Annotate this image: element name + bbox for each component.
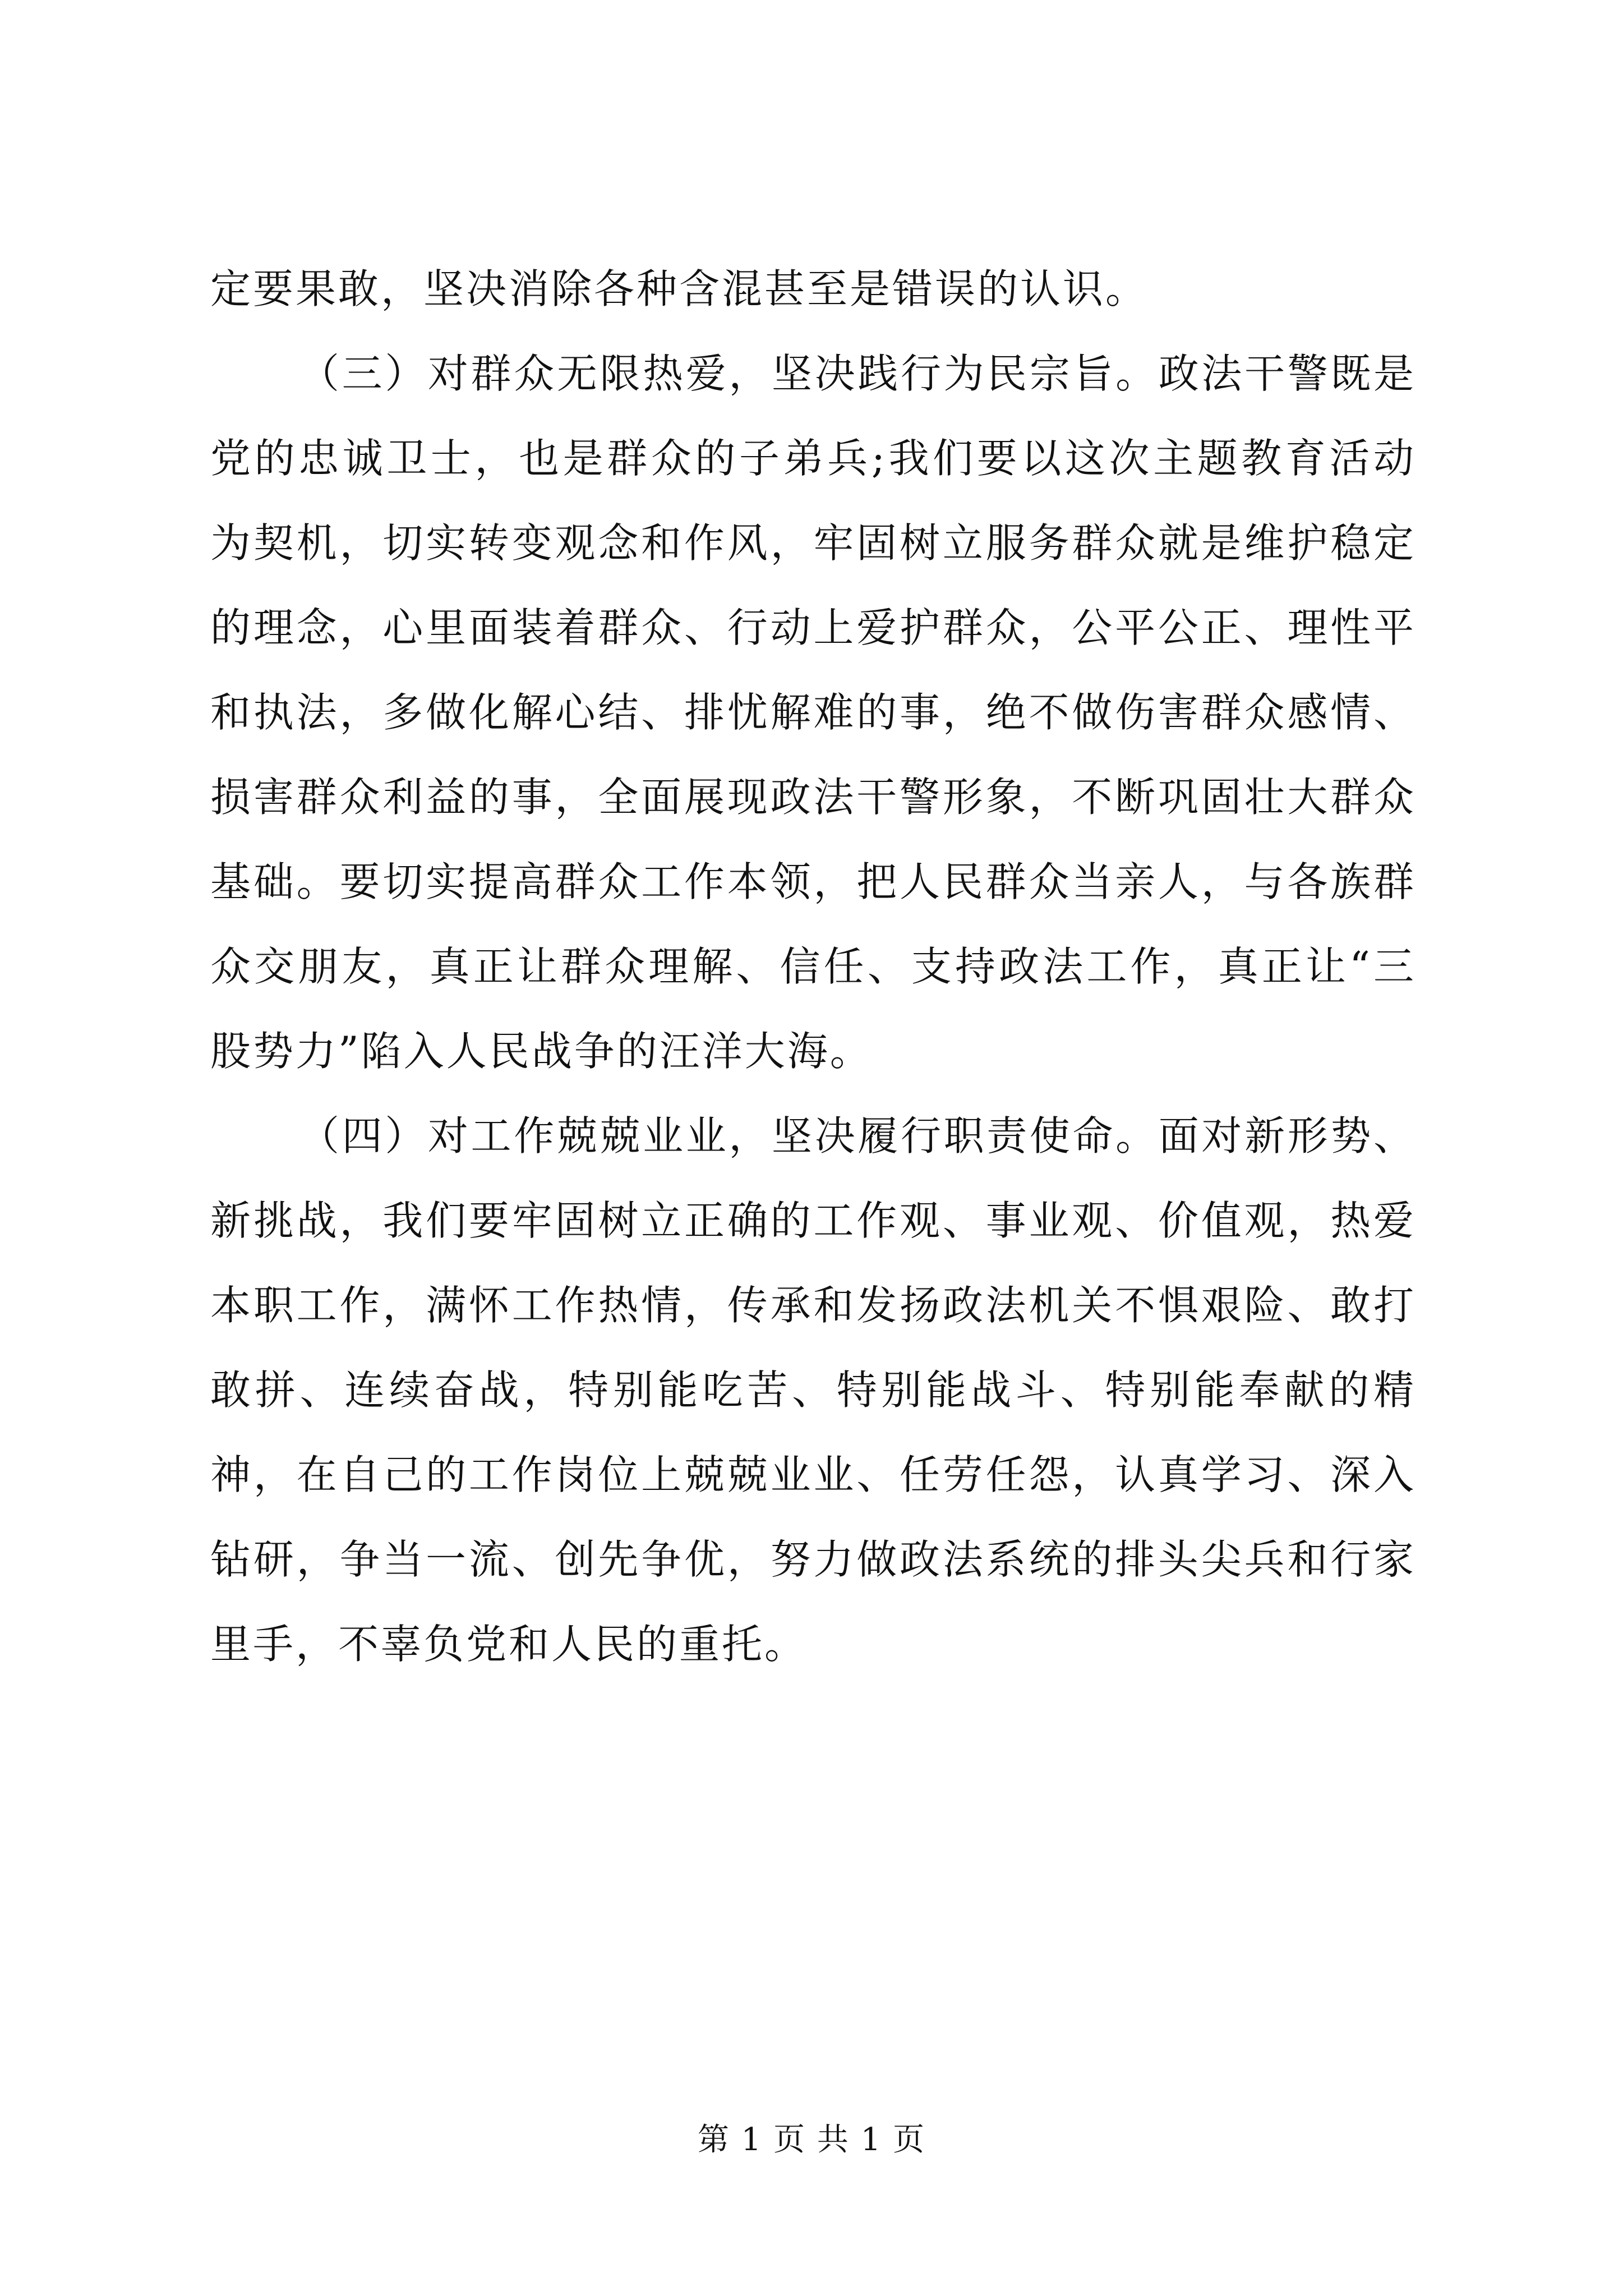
page-footer: 第 1 页 共 1 页 — [697, 2122, 926, 2158]
paragraph-3: （四）对工作兢兢业业，坚决履行职责使命。面对新形势、新挑战，我们要牢固树立正确的工作观、事业观、价值观，热爱本职工作，满怀工作热情，传承和发扬政法机关不惧艰险、敢打敢拼、连续奋战，特别能吃苦、特别能战斗、特别能奉献的精神，在自己的工作岗位上兢兢业业、任劳任怨，认真学习、深入钻研，争当一流、创先争优，努力做政法系统的排头尖兵和行家里手，不辜负党和人民的重托。 — [210, 1112, 1416, 1668]
paragraph-1: 定要果敢，坚决消除各种含混甚至是错误的认识。 — [210, 265, 1149, 312]
document-body — [210, 247, 1416, 1687]
paragraph-2: （三）对群众无限热爱，坚决践行为民宗旨。政法干警既是党的忠诚卫士，也是群众的子弟兵;我们要以这次主题教育活动为契机，切实转变观念和作风，牢固树立服务群众就是维护稳定的理念，心里面装着群众、行动上爱护群众，公平公正、理性平和执法，多做化解心结、排忧解难的事，绝不做伤害群众感情、损害群众利益的事，全面展现政法干警形象，不断巩固壮大群众基础。要切实提高群众工作本领，把人民群众当亲人，与各族群众交朋友，真正让群众理解、信任、支持政法工作，真正让“三股势力”陷入人民战争的汪洋大海。 — [210, 350, 1416, 1075]
